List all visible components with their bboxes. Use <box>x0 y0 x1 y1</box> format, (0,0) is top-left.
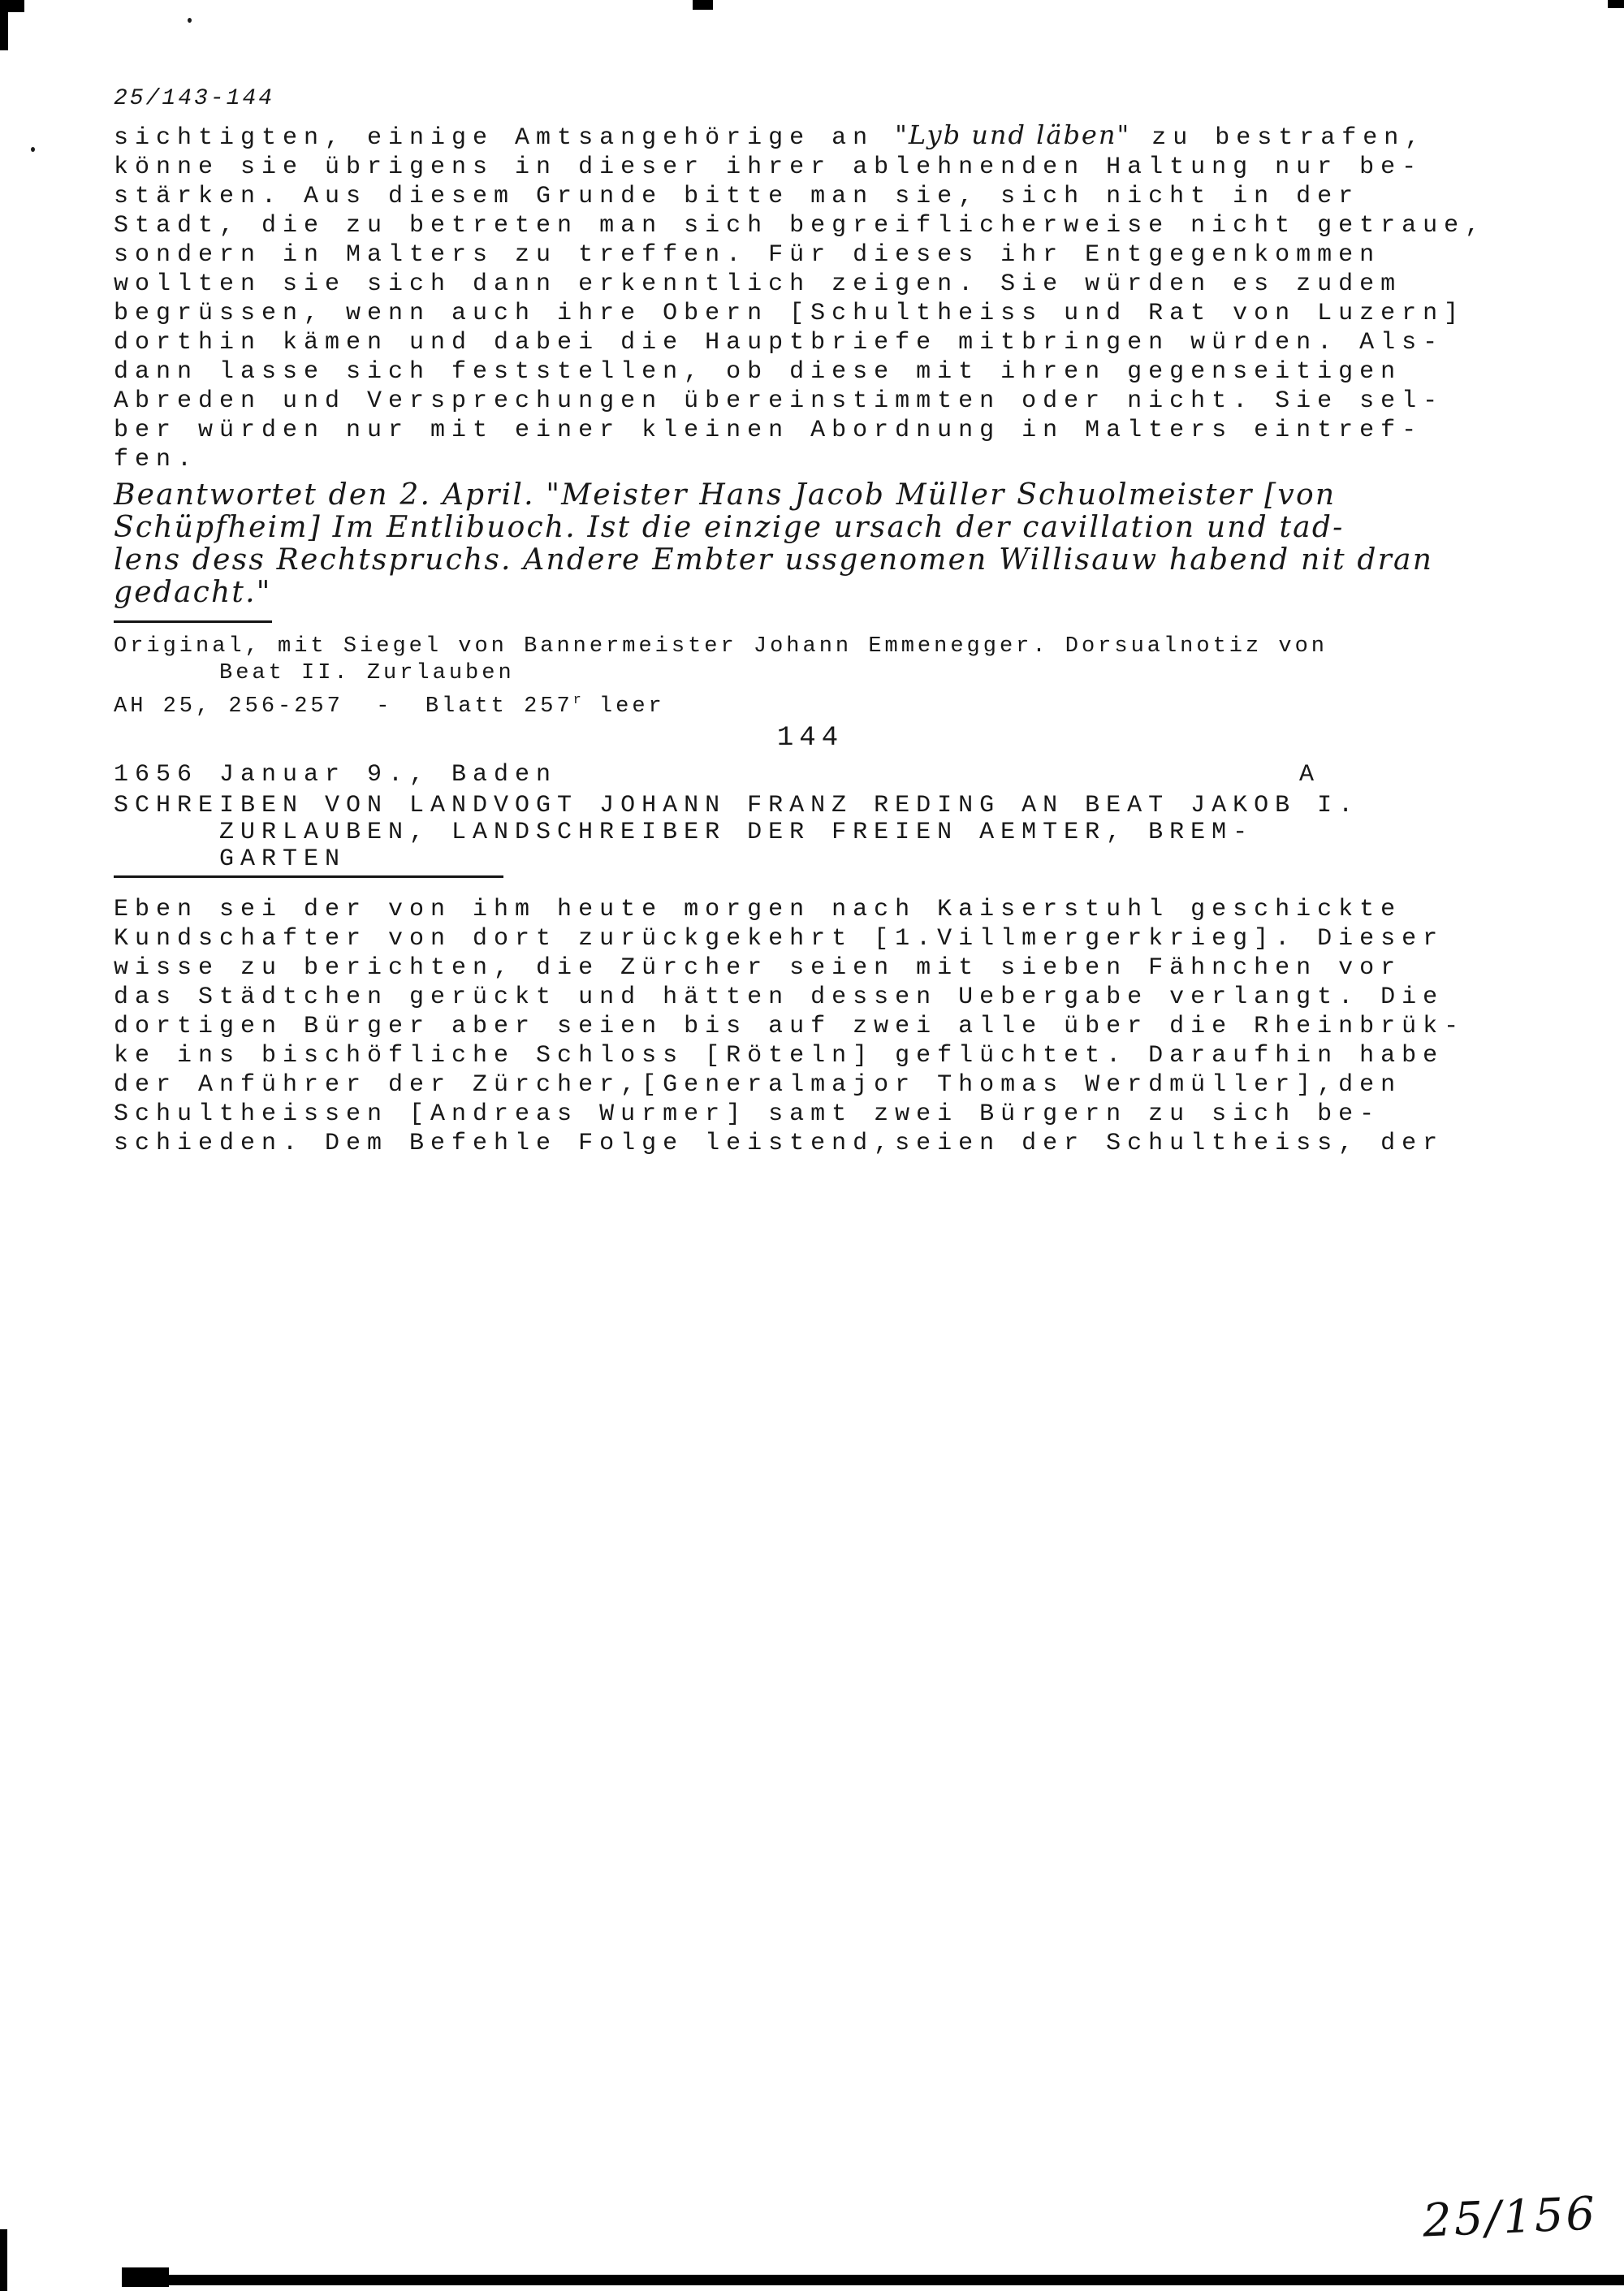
text-line: Eben sei der von ihm heute morgen nach Kaiserstuhl geschickte <box>114 896 1402 923</box>
source-note-line: Original, mit Siegel von Bannermeister Johann Emmenegger. Dorsualnotiz von <box>114 634 1328 659</box>
title-line: ZURLAUBEN, LANDSCHREIBER DER FREIEN AEMTER, BREM- <box>219 819 1255 846</box>
folio-recto-superscript: r <box>572 693 583 708</box>
text-line: ber würden nur mit einer kleinen Abordnung in Malters eintref- <box>114 417 1423 444</box>
text-line: schieden. Dem Befehle Folge leistend,seien der Schultheiss, der <box>114 1130 1445 1157</box>
source-note-line: Beat II. Zurlauben <box>219 661 515 685</box>
text-line: Beantwortet den 2. April. "Meister Hans Jacob Müller Schuolmeister [von <box>114 478 1337 512</box>
separator-rule-2 <box>114 875 503 878</box>
entry-title <box>114 793 1527 873</box>
text-line: fen. <box>114 446 199 473</box>
text-line: Stadt, die zu betreten man sich begreiflicherweise nicht getraue, <box>114 212 1487 240</box>
text-line: Schüpfheim] Im Entlibuoch. Ist die einzige ursach der cavillation und tad- <box>114 511 1345 544</box>
text-line: begrüssen, wenn auch ihre Obern [Schultheiss und Rat von Luzern] <box>114 300 1466 327</box>
scan-artifact-bottom-bar <box>122 2275 1624 2285</box>
text-line: sondern in Malters zu treffen. Für dieses ihr Entgegenkommen <box>114 241 1381 269</box>
entry-number: 144 <box>776 723 844 754</box>
scan-artifact-top-middle <box>693 0 713 10</box>
text-line: stärken. Aus diesem Grunde bitte man sie, sich nicht in der <box>114 183 1360 210</box>
line-segment: zu bestrafen, <box>1130 124 1427 152</box>
entry-date-place: 1656 Januar 9., Baden <box>114 761 558 789</box>
line-segment: sichtigten, einige Amtsangehörige an <box>114 124 896 152</box>
text-line <box>114 120 1527 153</box>
text-line: Schultheissen [Andreas Wurmer] samt zwei Bürgern zu sich be- <box>114 1100 1381 1128</box>
text-line: dortigen Bürger aber seien bis auf zwei alle über die Rheinbrük- <box>114 1013 1466 1040</box>
separator-rule-1 <box>114 620 272 623</box>
source-note <box>114 633 1527 720</box>
text-line: dorthin kämen und dabei die Hauptbriefe mitbringen würden. Als- <box>114 329 1445 357</box>
text-line: Kundschafter von dort zurückgekehrt [1.Villmergerkrieg]. Dieser <box>114 925 1445 953</box>
archive-signature <box>114 687 1527 720</box>
text-line: Abreden und Versprechungen übereinstimmten oder nicht. Sie sel- <box>114 387 1445 415</box>
scan-speck-left-margin <box>31 147 35 152</box>
text-line: das Städtchen gerückt und hätten dessen Uebergabe verlangt. Die <box>114 983 1445 1011</box>
text-line: ke ins bischöfliche Schloss [Röteln] geflüchtet. Daraufhin habe <box>114 1042 1445 1070</box>
signature-segment: AH 25, 256-257 - Blatt 257 <box>114 694 573 719</box>
scan-artifact-top-right <box>1608 0 1624 8</box>
scan-artifact-top-left-vertical <box>0 0 8 50</box>
entry-143-text <box>114 120 1527 474</box>
reply-annotation <box>114 479 1527 609</box>
signature-segment: leer <box>582 694 665 719</box>
text-line: könne sie übrigens in dieser ihrer ablehnenden Haltung nur be- <box>114 153 1423 181</box>
text-line: lens dess Rechtspruchs. Andere Embter ussgenomen Willisauw habend nit dran <box>114 543 1434 577</box>
title-line: GARTEN <box>219 845 347 873</box>
text-line: gedacht." <box>114 576 272 609</box>
text-line: der Anführer der Zürcher,[Generalmajor Thomas Werdmüller],den <box>114 1071 1402 1099</box>
text-line: wollten sie sich dann erkenntlich zeigen. Sie würden es zudem <box>114 270 1402 298</box>
scan-artifact-bottom-left-vertical <box>0 2229 7 2291</box>
page-reference: 25/143-144 <box>114 86 275 111</box>
series-letter: A <box>1299 761 1321 789</box>
scan-speck-upper <box>188 18 192 23</box>
text-line: wisse zu berichten, die Zürcher seien mit sieben Fähnchen vor <box>114 954 1402 982</box>
text-line: dann lasse sich feststellen, ob diese mit ihren gegenseitigen <box>114 358 1402 386</box>
quoted-phrase-cursive: "Lyb und läben" <box>895 119 1131 150</box>
entry-144-text <box>114 895 1527 1158</box>
title-line: SCHREIBEN VON LANDVOGT JOHANN FRANZ REDING AN BEAT JAKOB I. <box>114 792 1360 819</box>
handwritten-folio-number: 25/156 <box>1421 2187 1599 2248</box>
